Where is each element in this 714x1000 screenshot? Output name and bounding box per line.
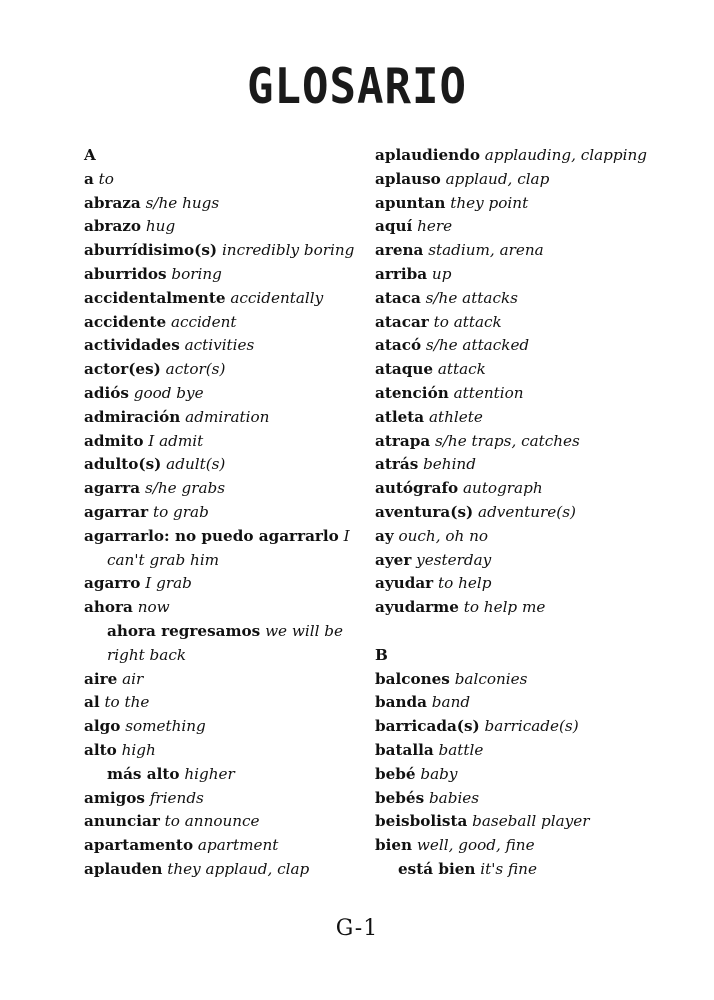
- headword: ahora: [84, 598, 133, 617]
- headword: algo: [84, 717, 121, 736]
- glossary-entry: [375, 215, 675, 239]
- definition: apartment: [197, 836, 279, 855]
- glossary-entry: [375, 501, 675, 525]
- glossary-entry: [375, 192, 675, 216]
- headword: atrapa: [375, 431, 431, 450]
- headword: ahora regresamos: [107, 621, 261, 640]
- glossary-entry: [84, 858, 354, 882]
- headword: adulto(s): [84, 455, 162, 474]
- headword: ataque: [375, 360, 434, 379]
- headword: aplauso: [375, 169, 441, 188]
- definition: balconies: [454, 669, 528, 688]
- definition: s/he traps, catches: [435, 431, 580, 450]
- glossary-entry: [375, 382, 675, 406]
- definition: to help me: [463, 598, 546, 617]
- headword: adiós: [84, 383, 129, 402]
- glossary-entry: [375, 406, 675, 430]
- definition: they point: [450, 193, 529, 212]
- headword: atacó: [375, 336, 422, 355]
- headword: al: [84, 693, 100, 712]
- headword: atrás: [375, 455, 419, 474]
- glossary-entry: [375, 168, 675, 192]
- definition: to: [98, 169, 114, 188]
- glossary-entry: [84, 453, 354, 477]
- glossary-entry: [84, 192, 354, 216]
- definition: can't grab him: [107, 550, 220, 569]
- definition: baseball player: [472, 812, 590, 831]
- definition: to help: [438, 574, 492, 593]
- headword: aquí: [375, 217, 413, 236]
- glossary-entry: [375, 453, 675, 477]
- definition: athlete: [428, 407, 483, 426]
- definition: good bye: [133, 383, 204, 402]
- definition: now: [137, 598, 170, 617]
- glossary-entry: [375, 287, 675, 311]
- glossary-entry: [84, 430, 354, 454]
- definition: behind: [423, 455, 476, 474]
- headword: agarra: [84, 479, 141, 498]
- glossary-entry: [375, 715, 675, 739]
- headword: apuntan: [375, 193, 446, 212]
- definition: they applaud, clap: [167, 859, 310, 878]
- glossary-subentry: [375, 858, 675, 882]
- definition: autograph: [462, 479, 543, 498]
- glossary-entry: [375, 691, 675, 715]
- definition: up: [431, 264, 452, 283]
- definition: applaud, clap: [445, 169, 550, 188]
- headword: admiración: [84, 407, 181, 426]
- glossary-entry: [375, 763, 675, 787]
- definition: battle: [438, 740, 484, 759]
- section-letter: [84, 144, 354, 168]
- headword: arriba: [375, 264, 428, 283]
- definition: to attack: [433, 312, 502, 331]
- definition: I grab: [145, 574, 192, 593]
- glossary-entry: [375, 239, 675, 263]
- glossary-column-left: [84, 144, 354, 882]
- glossary-entry: [84, 358, 354, 382]
- glossary-entry: [375, 596, 675, 620]
- headword: anunciar: [84, 812, 160, 831]
- glossary-entry: [84, 334, 354, 358]
- definition: here: [417, 217, 453, 236]
- page-number: G-1: [335, 916, 379, 941]
- headword: autógrafo: [375, 479, 459, 498]
- headword: ayudarme: [375, 598, 459, 617]
- definition: yesterday: [416, 550, 492, 569]
- headword: apartamento: [84, 836, 194, 855]
- definition: right back: [107, 645, 187, 664]
- definition: accidentally: [230, 288, 324, 307]
- glossary-entry: [375, 311, 675, 335]
- definition: to announce: [164, 812, 260, 831]
- definition: stadium, arena: [428, 241, 544, 260]
- glossary-entry: [84, 382, 354, 406]
- definition: attack: [437, 360, 486, 379]
- headword: banda: [375, 693, 427, 712]
- definition: incredibly boring: [221, 241, 355, 260]
- glossary-entry-continuation: [84, 549, 354, 573]
- definition: accident: [170, 312, 237, 331]
- glossary-entry: [375, 834, 675, 858]
- headword: alto: [84, 740, 117, 759]
- glossary-entry: [84, 239, 354, 263]
- headword: agarro: [84, 574, 141, 593]
- glossary-entry: [375, 549, 675, 573]
- glossary-entry: [84, 215, 354, 239]
- definition: admiration: [185, 407, 270, 426]
- definition: ouch, oh no: [398, 526, 489, 545]
- glossary-entry: [375, 144, 675, 168]
- headword: aventura(s): [375, 502, 474, 521]
- headword: atleta: [375, 407, 425, 426]
- headword: actividades: [84, 336, 180, 355]
- definition: attention: [453, 383, 524, 402]
- headword: abrazo: [84, 217, 142, 236]
- definition: to grab: [152, 502, 209, 521]
- headword: amigos: [84, 788, 145, 807]
- glossary-entry: [375, 668, 675, 692]
- glossary-entry: [84, 834, 354, 858]
- glossary-entry: [84, 668, 354, 692]
- glossary-entry: [84, 572, 354, 596]
- headword: a: [84, 169, 94, 188]
- headword: bebé: [375, 764, 416, 783]
- page-title: GLOSARIO: [247, 58, 467, 116]
- headword: actor(es): [84, 360, 161, 379]
- definition: barricade(s): [484, 717, 579, 736]
- glossary-entry: [375, 572, 675, 596]
- definition: I: [343, 526, 350, 545]
- glossary-entry: [84, 715, 354, 739]
- section-letter: [375, 644, 675, 668]
- glossary-entry: [375, 787, 675, 811]
- definition: baby: [420, 764, 458, 783]
- headword: aplauden: [84, 859, 163, 878]
- headword: ayer: [375, 550, 412, 569]
- section-letter-text: A: [84, 146, 96, 164]
- glossary-entry: [84, 477, 354, 501]
- glossary-entry: [84, 168, 354, 192]
- headword: accidentalmente: [84, 288, 226, 307]
- glossary-column-right: [375, 144, 675, 882]
- definition: hug: [145, 217, 176, 236]
- definition: activities: [184, 336, 255, 355]
- headword: agarrar: [84, 502, 149, 521]
- glossary-entry: [84, 311, 354, 335]
- definition: air: [122, 669, 144, 688]
- headword: está bien: [398, 859, 476, 878]
- definition: something: [125, 717, 206, 736]
- definition: higher: [184, 764, 235, 783]
- glossary-entry: [84, 787, 354, 811]
- headword: arena: [375, 241, 424, 260]
- definition: friends: [149, 788, 204, 807]
- glossary-entry: [84, 406, 354, 430]
- definition: s/he hugs: [145, 193, 220, 212]
- glossary-entry: [84, 501, 354, 525]
- headword: batalla: [375, 740, 434, 759]
- glossary-subentry: [84, 763, 354, 787]
- headword: beisbolista: [375, 812, 468, 831]
- headword: accidente: [84, 312, 167, 331]
- spacer: [375, 620, 675, 644]
- glossary-entry: [84, 525, 354, 549]
- glossary-entry: [84, 810, 354, 834]
- headword: admito: [84, 431, 144, 450]
- glossary-entry: [84, 263, 354, 287]
- glossary-entry: [84, 691, 354, 715]
- headword: atacar: [375, 312, 429, 331]
- glossary-entry: [84, 287, 354, 311]
- headword: ataca: [375, 288, 421, 307]
- definition: well, good, fine: [416, 836, 535, 855]
- definition: high: [121, 740, 156, 759]
- glossary-entry: [375, 263, 675, 287]
- definition: to the: [104, 693, 150, 712]
- definition: actor(s): [165, 360, 226, 379]
- headword: ayudar: [375, 574, 434, 593]
- headword: bebés: [375, 788, 425, 807]
- glossary-entry: [375, 739, 675, 763]
- glossary-subentry: [84, 620, 354, 644]
- definition: it's fine: [480, 859, 537, 878]
- glossary-entry: [84, 596, 354, 620]
- glossary-entry: [375, 358, 675, 382]
- definition: s/he attacks: [425, 288, 518, 307]
- definition: applauding, clapping: [484, 146, 647, 164]
- headword: balcones: [375, 669, 450, 688]
- glossary-entry: [375, 810, 675, 834]
- headword: ay: [375, 526, 394, 545]
- definition: s/he grabs: [144, 479, 226, 498]
- headword: aplaudiendo: [375, 146, 480, 164]
- headword: aire: [84, 669, 118, 688]
- headword: bien: [375, 836, 413, 855]
- headword: abraza: [84, 193, 141, 212]
- definition: babies: [428, 788, 480, 807]
- definition: s/he attacked: [425, 336, 530, 355]
- section-letter-text: B: [375, 645, 388, 664]
- glossary-entry: [84, 739, 354, 763]
- glossary-entry: [375, 477, 675, 501]
- headword: barricada(s): [375, 717, 480, 736]
- headword: aburridos: [84, 264, 167, 283]
- headword: agarrarlo: no puedo agarrarlo: [84, 526, 339, 545]
- headword: atención: [375, 383, 449, 402]
- glossary-entry: [375, 525, 675, 549]
- definition: we will be: [265, 621, 343, 640]
- definition: band: [431, 693, 471, 712]
- glossary-entry: [375, 430, 675, 454]
- glossary-entry: [375, 334, 675, 358]
- headword: aburrídisimo(s): [84, 241, 218, 260]
- definition: boring: [171, 264, 222, 283]
- definition: adult(s): [166, 455, 226, 474]
- glossary-entry-continuation: [84, 644, 354, 668]
- headword: más alto: [107, 764, 180, 783]
- definition: adventure(s): [478, 502, 576, 521]
- definition: I admit: [148, 431, 204, 450]
